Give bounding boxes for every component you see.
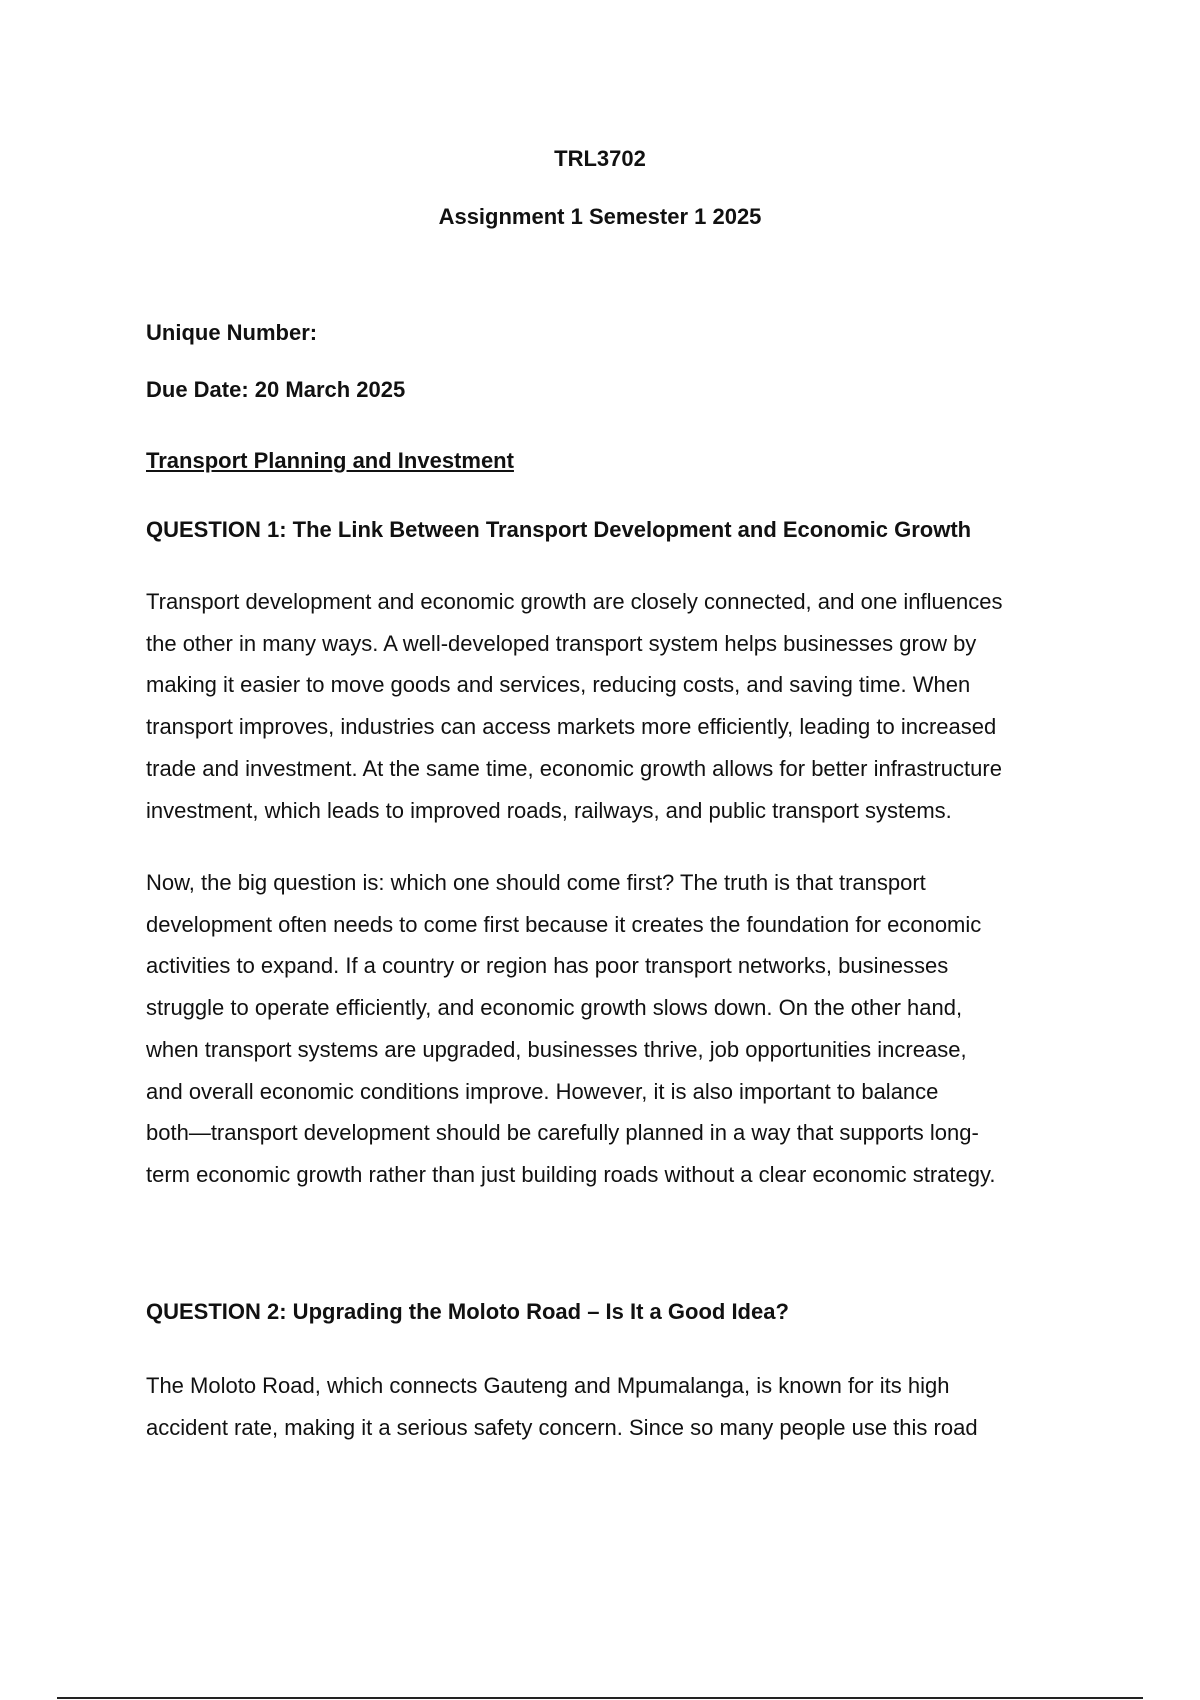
section-title: Transport Planning and Investment [146, 448, 514, 473]
unique-number-label: Unique Number: [146, 320, 318, 345]
text-line: accident rate, making it a serious safety concern. Since so many people use this road [146, 1414, 978, 1440]
text-line: Now, the big question is: which one should come first? The truth is that transport [146, 870, 926, 895]
text-line: term economic growth rather than just building roads without a clear economic strategy. [146, 1161, 996, 1187]
assignment-title: Assignment 1 Semester 1 2025 [438, 204, 762, 229]
text-line: investment, which leads to improved roads, railways, and public transport systems. [146, 797, 952, 823]
text-line: making it easier to move goods and services, reducing costs, and saving time. When [146, 672, 971, 698]
text-line: struggle to operate efficiently, and economic growth slows down. On the other hand, [146, 995, 963, 1021]
text-line: the other in many ways. A well-developed transport system helps businesses grow by [146, 630, 977, 656]
due-date: Due Date: 20 March 2025 [146, 377, 406, 402]
text-line: trade and investment. At the same time, economic growth allows for better infrastructure [146, 755, 1002, 781]
text-line: both—transport development should be carefully planned in a way that supports long- [146, 1120, 979, 1146]
question-2-paragraph-1 [146, 1365, 1106, 1448]
question-1-paragraph-1 [146, 581, 1106, 831]
text-line: when transport systems are upgraded, businesses thrive, job opportunities increase, [146, 1036, 967, 1062]
text-line: development often needs to come first because it creates the foundation for economic [146, 911, 982, 937]
footer-divider [57, 1697, 1143, 1699]
question-1-heading: QUESTION 1: The Link Between Transport Development and Economic Growth [146, 517, 972, 542]
text-line: Transport development and economic growth are closely connected, and one influences [146, 589, 1003, 614]
question-2-heading: QUESTION 2: Upgrading the Moloto Road – Is It a Good Idea? [146, 1299, 789, 1324]
text-line: The Moloto Road, which connects Gauteng and Mpumalanga, is known for its high [146, 1373, 950, 1398]
text-line: and overall economic conditions improve. However, it is also important to balance [146, 1078, 939, 1104]
text-line: transport improves, industries can access markets more efficiently, leading to increased [146, 714, 997, 740]
text-line: activities to expand. If a country or region has poor transport networks, businesses [146, 953, 949, 979]
question-1-paragraph-2 [146, 862, 1106, 1196]
course-code: TRL3702 [554, 146, 646, 171]
